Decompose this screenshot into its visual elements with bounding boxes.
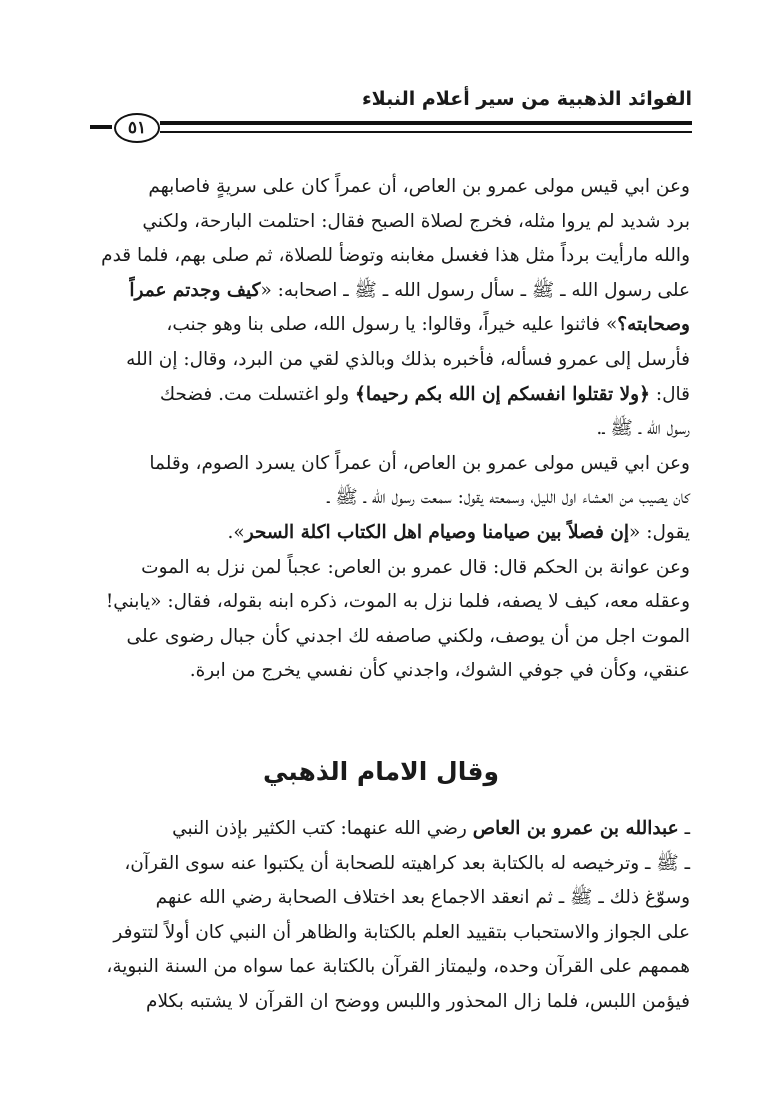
paragraph — [72, 551, 690, 689]
text-segment: الموت اجل من أن يوصف، ولكني صاصفه لك اجدني كأن جبال رضوى على — [126, 625, 690, 647]
text-segment: رضي الله عنهما: كتب الكثير بإذن النبي — [172, 818, 473, 839]
text-line — [72, 274, 690, 309]
text-segment: على رسول الله ـ ﷺ ـ سأل رسول الله ـ ﷺ ـ اصحابه: « — [260, 279, 690, 301]
text-segment: هممهم على القرآن وحده، وليمتاز القرآن بالكتابة عما سواه من السنة النبوية، — [106, 956, 690, 978]
text-segment: فأرسل إلى عمرو فسأله، فأخبره بذلك وبالذي لقي من البرد، وقال: إن الله — [126, 348, 690, 370]
section-text — [72, 812, 690, 1020]
header-rule-left — [90, 125, 112, 129]
text-line — [72, 551, 690, 586]
text-line — [72, 985, 690, 1020]
text-line — [72, 205, 690, 240]
text-line — [72, 620, 690, 655]
text-segment: برد شديد لم يروا مثله، فخرج لصلاة الصبح فقال: احتلمت البارحة، ولكني — [142, 210, 690, 232]
text-segment: وسوّغ ذلك ـ ﷺ ـ ثم انعقد الاجماع بعد اختلاف الصحابة رضي الله عنهم — [155, 887, 690, 909]
text-segment: عنقي، وكأن في جوفي الشوك، واجدني كأن نفسي يخرج من ابرة. — [189, 660, 690, 682]
text-segment: » فاثنوا عليه خيراً، وقالوا: يا رسول الله، صلى بنا وهو جنب، — [166, 314, 618, 336]
paragraph — [72, 170, 690, 447]
text-line — [72, 881, 690, 916]
header-rule-thin — [160, 131, 692, 133]
text-line — [72, 516, 690, 551]
text-line — [72, 654, 690, 689]
text-segment: ». — [227, 521, 245, 543]
page-number: ٥١ — [114, 113, 160, 143]
text-line — [72, 812, 690, 847]
text-line — [72, 239, 690, 274]
text-line — [72, 343, 690, 378]
text-line — [72, 585, 690, 620]
text-segment: قال: — [649, 383, 690, 405]
text-line — [72, 447, 690, 482]
bold-text: إن فصلاً بين صيامنا وصيام اهل الكتاب اكلة السحر — [244, 521, 630, 543]
text-segment: فيؤمن اللبس، فلما زال المحذور واللبس ووضح ان القرآن لا يشتبه بكلام — [146, 990, 690, 1012]
text-segment: يقول: « — [629, 521, 690, 543]
text-segment: ـ — [678, 818, 690, 839]
text-segment: وعن ابي قيس مولى عمرو بن العاص، أن عمراً كان على سريةٍ فاصابهم — [148, 176, 690, 197]
text-segment: على الجواز والاستحباب بتقييد العلم بالكتابة والظاهر أن النبي كان أولاً لتتوفر — [113, 921, 690, 943]
paragraph — [72, 812, 690, 1020]
text-line — [72, 170, 690, 205]
section-heading: وقال الامام الذهبي — [263, 757, 499, 786]
text-line — [72, 950, 690, 985]
main-text — [72, 170, 690, 689]
header-rule-thick — [160, 121, 692, 125]
bold-text: كيف وجدتم عمراً — [129, 279, 261, 301]
paragraph — [72, 447, 690, 551]
text-segment: رسول الله ـ ﷺ ـ. — [596, 418, 690, 440]
text-segment: كان يصيب من العشاء اول الليل، وسمعته يقول: سمعت رسول الله ـ ﷺ ـ — [327, 487, 690, 509]
bold-text: ﴿ولا تقتلوا انفسكم إن الله بكم رحيما﴾ — [355, 383, 650, 405]
text-segment: وعن عوانة بن الحكم قال: قال عمرو بن العاص: عجباً لمن نزل به الموت — [141, 556, 690, 578]
text-line — [72, 308, 690, 343]
bold-text: عبدالله بن عمرو بن العاص — [472, 818, 679, 839]
text-line — [72, 378, 690, 413]
bold-text: وصحابته؟ — [617, 314, 690, 336]
text-line — [72, 481, 690, 516]
text-line — [72, 847, 690, 882]
text-segment: ـ ﷺ ـ وترخيصه له بالكتابة بعد كراهيته للصحابة أن يكتبوا عنه سوى القرآن، — [124, 852, 690, 874]
text-line — [72, 412, 690, 447]
text-line — [72, 916, 690, 951]
text-segment: ولو اغتسلت مت. فضحك — [159, 383, 356, 405]
text-segment: وعن ابي قيس مولى عمرو بن العاص، أن عمراً كان يسرد الصوم، وقلما — [149, 452, 690, 474]
text-segment: وعقله معه، كيف لا يصفه، فلما نزل به الموت، ذكره ابنه بقوله، فقال: «يابني! — [105, 591, 690, 613]
running-title: الفوائد الذهبية من سير أعلام النبلاء — [361, 88, 692, 110]
text-segment: والله مارأيت برداً مثل هذا فغسل مغابنه وتوضأ للصلاة، ثم صلى بهم، فلما قدم — [101, 245, 690, 267]
